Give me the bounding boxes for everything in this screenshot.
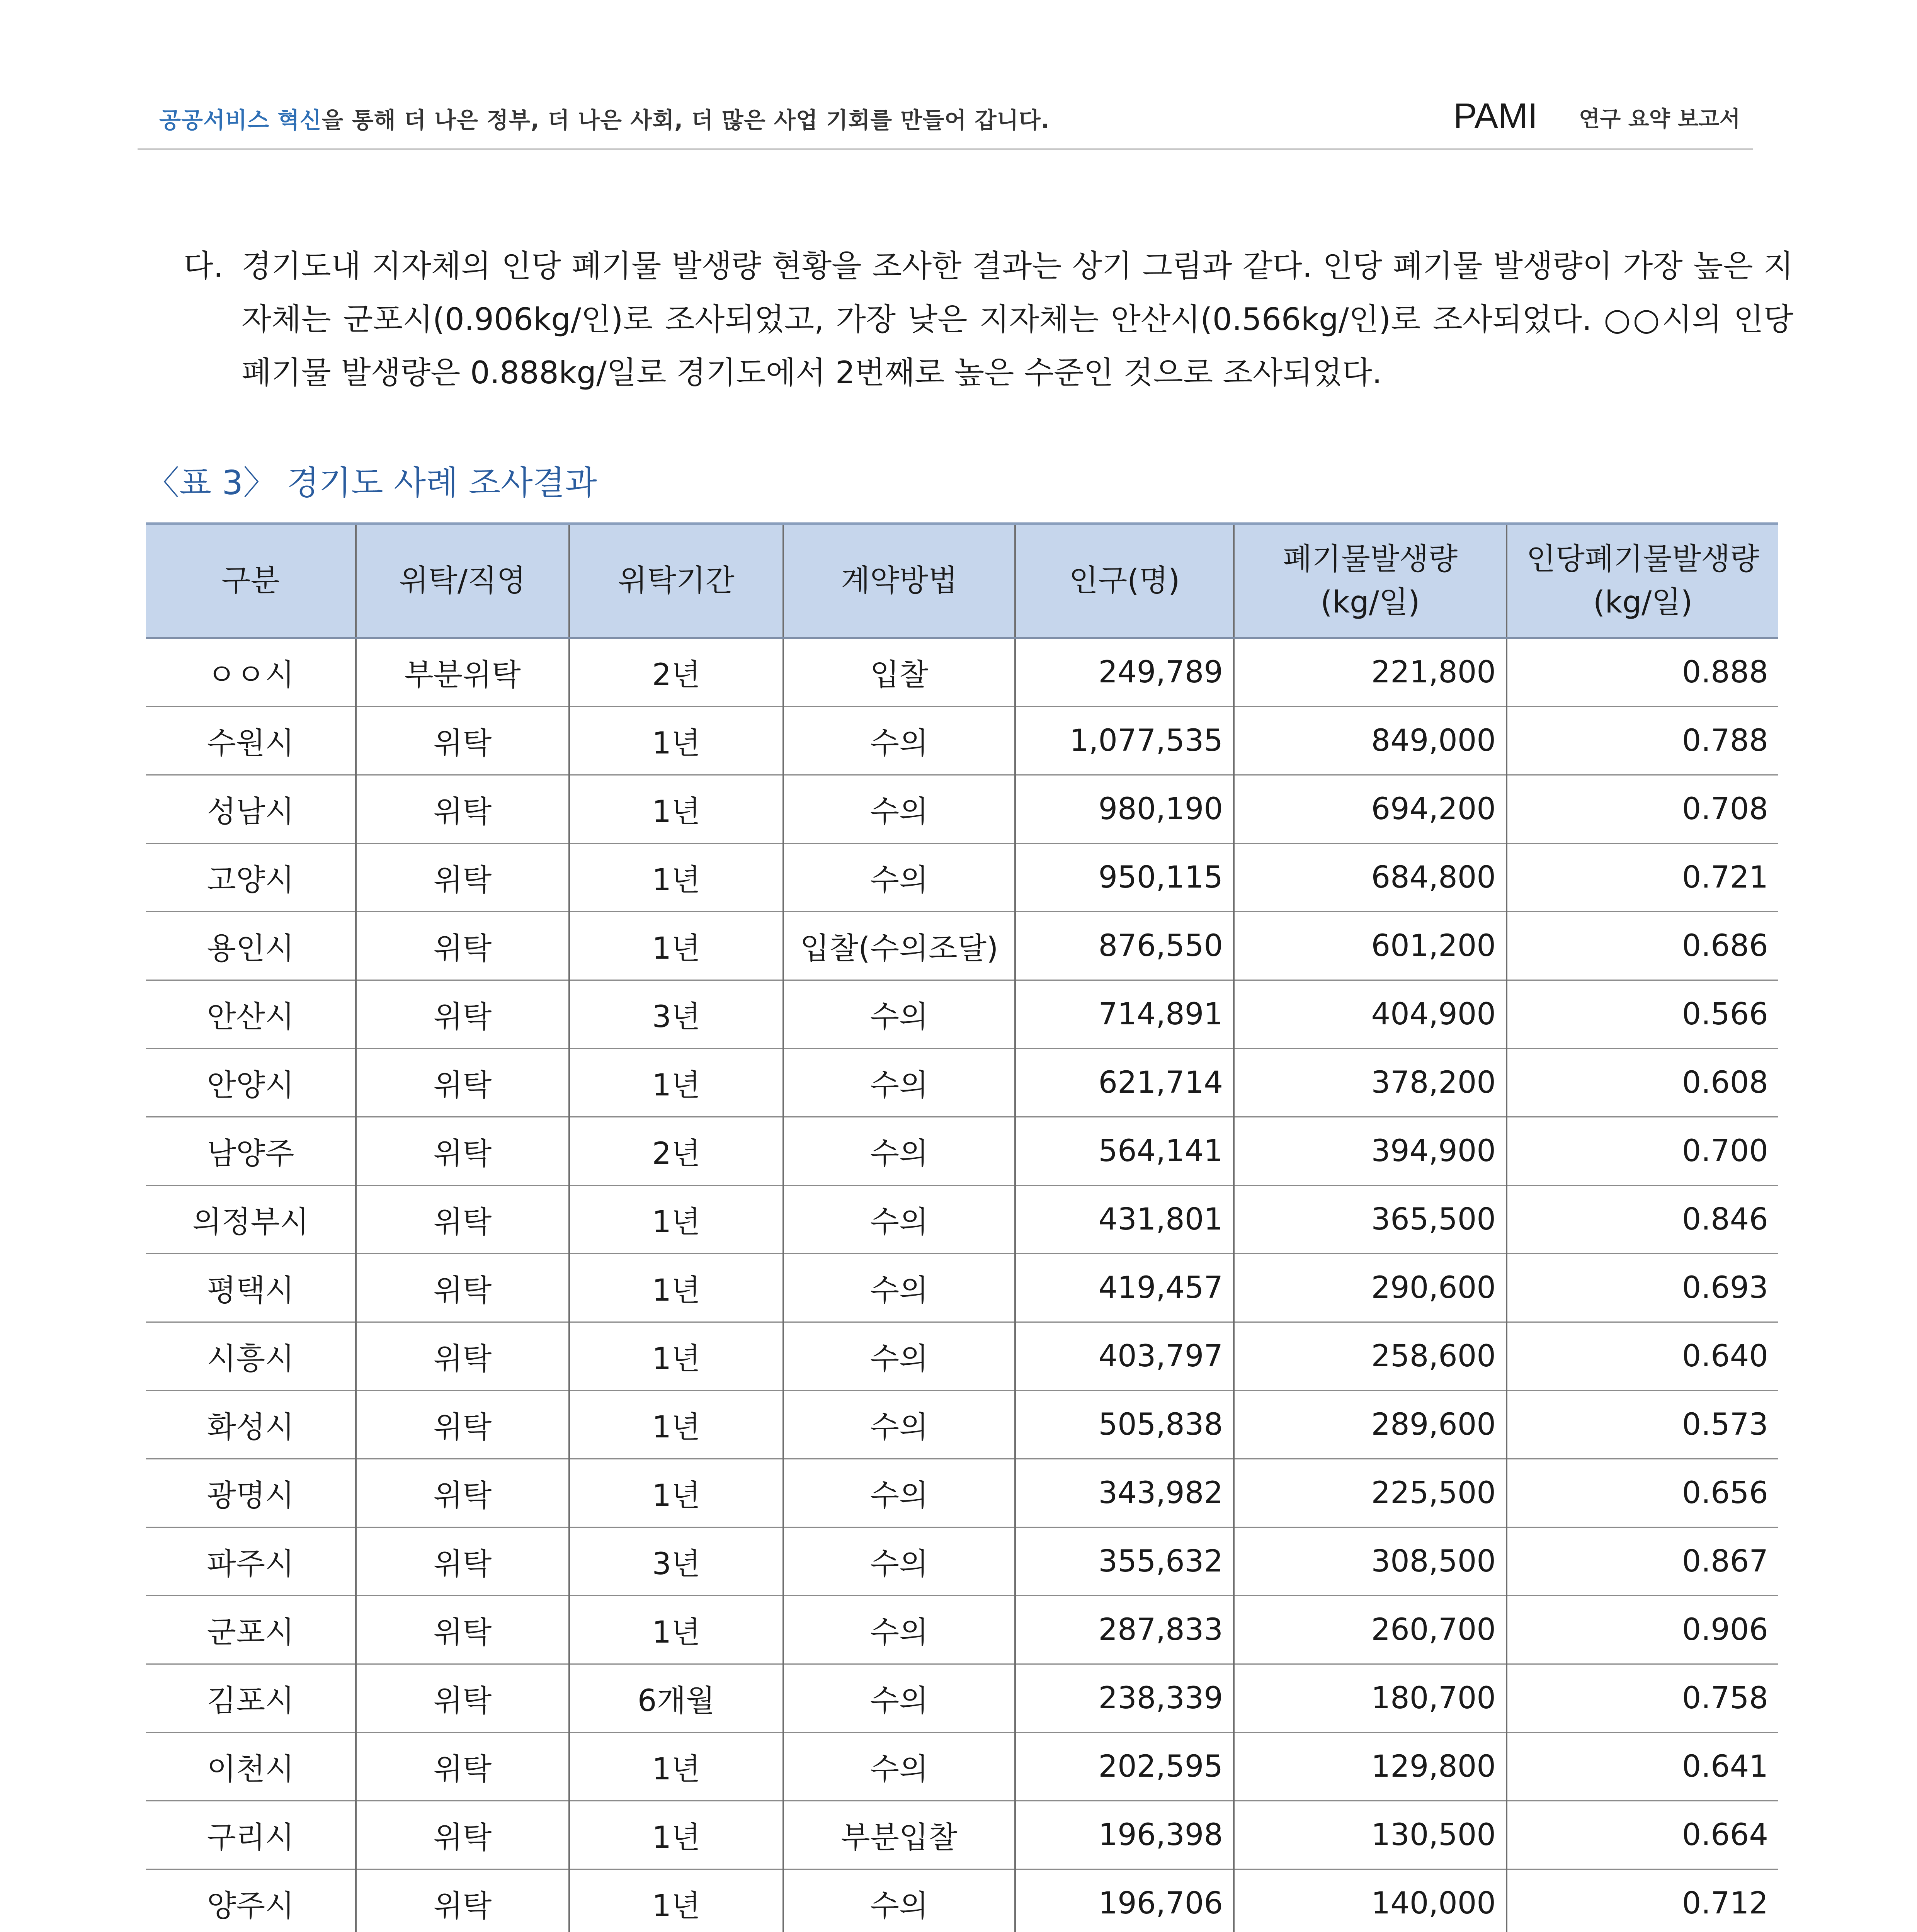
- table-cell: 378,200: [1234, 1049, 1507, 1117]
- table-cell: 수의: [783, 980, 1015, 1049]
- table-cell: 위탁: [356, 1391, 569, 1459]
- table-cell: 308,500: [1234, 1527, 1507, 1596]
- table-cell: 수의: [783, 844, 1015, 912]
- table-cell: 343,982: [1015, 1459, 1234, 1527]
- table-cell: 2년: [569, 638, 783, 707]
- table-row: [146, 1391, 1778, 1459]
- table-row: [146, 1801, 1778, 1869]
- table-cell: 3년: [569, 1527, 783, 1596]
- table-cell: 위탁: [356, 1322, 569, 1391]
- table-cell: 180,700: [1234, 1664, 1507, 1733]
- table-row: [146, 912, 1778, 980]
- table-cell: 419,457: [1015, 1254, 1234, 1322]
- table-cell: 성남시: [146, 775, 356, 844]
- table-cell: 1년: [569, 912, 783, 980]
- table-cell: 수의: [783, 1459, 1015, 1527]
- table-cell: 403,797: [1015, 1322, 1234, 1391]
- table-cell: 0.758: [1507, 1664, 1778, 1733]
- table-cell: 0.573: [1507, 1391, 1778, 1459]
- table-header-row: [146, 524, 1778, 638]
- table-cell: 0.641: [1507, 1733, 1778, 1801]
- table-row: [146, 1664, 1778, 1733]
- table-cell: 0.566: [1507, 980, 1778, 1049]
- table-cell: 355,632: [1015, 1527, 1234, 1596]
- table-cell: 621,714: [1015, 1049, 1234, 1117]
- table-cell: 위탁: [356, 1664, 569, 1733]
- table-cell: 0.686: [1507, 912, 1778, 980]
- paragraph-marker: 다.: [184, 248, 223, 284]
- table-cell: 0.712: [1507, 1869, 1778, 1932]
- table-row: [146, 1733, 1778, 1801]
- table-cell: 196,706: [1015, 1869, 1234, 1932]
- table-cell: 1년: [569, 1801, 783, 1869]
- table-cell: 258,600: [1234, 1322, 1507, 1391]
- column-header: 구분: [146, 524, 356, 638]
- table-cell: 564,141: [1015, 1117, 1234, 1185]
- table-cell: 0.708: [1507, 775, 1778, 844]
- table-cell: 위탁: [356, 1117, 569, 1185]
- table-cell: 1년: [569, 1596, 783, 1664]
- table-cell: 입찰(수의조달): [783, 912, 1015, 980]
- table-cell: 수의: [783, 1527, 1015, 1596]
- table-cell: 1년: [569, 1869, 783, 1932]
- table-cell: 431,801: [1015, 1185, 1234, 1254]
- table-cell: 287,833: [1015, 1596, 1234, 1664]
- table-cell: 0.640: [1507, 1322, 1778, 1391]
- table-cell: 505,838: [1015, 1391, 1234, 1459]
- table-cell: 394,900: [1234, 1117, 1507, 1185]
- header-doc-type: 연구 요약 보고서: [1579, 107, 1740, 132]
- tagline-rest: 을 통해 더 나은 정부, 더 나은 사회, 더 많은 사업 기회를 만들어 갑니다.: [321, 107, 1050, 133]
- table-cell: 3년: [569, 980, 783, 1049]
- table-cell: 안산시: [146, 980, 356, 1049]
- column-header: 인구(명): [1015, 524, 1234, 638]
- table-cell: 290,600: [1234, 1254, 1507, 1322]
- table-cell: 1년: [569, 1254, 783, 1322]
- table-body: [146, 638, 1778, 1932]
- table-cell: 260,700: [1234, 1596, 1507, 1664]
- table-row: [146, 1117, 1778, 1185]
- column-header: 계약방법: [783, 524, 1015, 638]
- table-cell: 130,500: [1234, 1801, 1507, 1869]
- table-cell: 1년: [569, 1459, 783, 1527]
- table-cell: 0.700: [1507, 1117, 1778, 1185]
- table-cell: 군포시: [146, 1596, 356, 1664]
- table-cell: 196,398: [1015, 1801, 1234, 1869]
- table-cell: 129,800: [1234, 1733, 1507, 1801]
- table-cell: 남양주: [146, 1117, 356, 1185]
- table-row: [146, 775, 1778, 844]
- table-cell: 694,200: [1234, 775, 1507, 844]
- table-cell: 김포시: [146, 1664, 356, 1733]
- table-cell: 수의: [783, 1322, 1015, 1391]
- header-brand: PAMI: [1453, 96, 1538, 136]
- table-cell: 684,800: [1234, 844, 1507, 912]
- table-row: [146, 980, 1778, 1049]
- table-cell: 0.788: [1507, 707, 1778, 775]
- table-cell: 위탁: [356, 1459, 569, 1527]
- table-cell: 140,000: [1234, 1869, 1507, 1932]
- table-cell: 수의: [783, 775, 1015, 844]
- table-row: [146, 1869, 1778, 1932]
- table-cell: 1년: [569, 844, 783, 912]
- table-cell: 876,550: [1015, 912, 1234, 980]
- column-header: 위탁기간: [569, 524, 783, 638]
- table-cell: 수의: [783, 1391, 1015, 1459]
- table-cell: 1년: [569, 775, 783, 844]
- table-cell: 위탁: [356, 1801, 569, 1869]
- table-cell: 980,190: [1015, 775, 1234, 844]
- table-cell: 수의: [783, 1664, 1015, 1733]
- paragraph-text: 경기도내 지자체의 인당 폐기물 발생량 현황을 조사한 결과는 상기 그림과 같다. 인당 폐기물 발생량이 가장 높은 지자체는 군포시(0.906kg/인)로 조사되었고, 가장 낮은 지자체는 안산시(0.566kg/인)로 조사되었다. ○○시의 인당 폐기물 발생량은 0.888kg/일로 경기도에서 2번째로 높은 수준인 것으로 조사되었다.: [242, 248, 1793, 391]
- table-cell: 238,339: [1015, 1664, 1234, 1733]
- table-cell: 이천시: [146, 1733, 356, 1801]
- table-cell: 1년: [569, 1185, 783, 1254]
- table-cell: 구리시: [146, 1801, 356, 1869]
- table-cell: 위탁: [356, 1733, 569, 1801]
- table-cell: 1년: [569, 707, 783, 775]
- table-cell: 0.608: [1507, 1049, 1778, 1117]
- table-cell: 6개월: [569, 1664, 783, 1733]
- table-cell: 849,000: [1234, 707, 1507, 775]
- table-row: [146, 844, 1778, 912]
- table-cell: 위탁: [356, 1596, 569, 1664]
- results-table: [146, 522, 1778, 1932]
- table-cell: 위탁: [356, 707, 569, 775]
- table-cell: 파주시: [146, 1527, 356, 1596]
- table-cell: 1년: [569, 1049, 783, 1117]
- table-row: [146, 638, 1778, 707]
- table-row: [146, 1459, 1778, 1527]
- table-cell: 부분위탁: [356, 638, 569, 707]
- table-cell: 화성시: [146, 1391, 356, 1459]
- table-cell: 위탁: [356, 844, 569, 912]
- column-header: 인당폐기물발생량 (kg/일): [1507, 524, 1778, 638]
- table-cell: 광명시: [146, 1459, 356, 1527]
- table-row: [146, 1254, 1778, 1322]
- table-cell: 221,800: [1234, 638, 1507, 707]
- table-cell: 수의: [783, 1596, 1015, 1664]
- table-caption: 〈표 3〉 경기도 사례 조사결과: [146, 464, 597, 502]
- header-tagline: [159, 102, 1050, 134]
- table-cell: 수의: [783, 1733, 1015, 1801]
- table-row: [146, 1049, 1778, 1117]
- table-row: [146, 707, 1778, 775]
- table-cell: 위탁: [356, 1869, 569, 1932]
- table-cell: 위탁: [356, 1254, 569, 1322]
- table-cell: 0.888: [1507, 638, 1778, 707]
- table-cell: 601,200: [1234, 912, 1507, 980]
- table-cell: 0.721: [1507, 844, 1778, 912]
- table-cell: 202,595: [1015, 1733, 1234, 1801]
- table-cell: 양주시: [146, 1869, 356, 1932]
- table-cell: 365,500: [1234, 1185, 1507, 1254]
- table-cell: 수의: [783, 1185, 1015, 1254]
- table-row: [146, 1596, 1778, 1664]
- column-header: 위탁/직영: [356, 524, 569, 638]
- page-header: [138, 88, 1753, 150]
- table-cell: 위탁: [356, 775, 569, 844]
- table-cell: 시흥시: [146, 1322, 356, 1391]
- table-row: [146, 1527, 1778, 1596]
- table-cell: 수의: [783, 1869, 1015, 1932]
- table-cell: 위탁: [356, 1185, 569, 1254]
- table-cell: 714,891: [1015, 980, 1234, 1049]
- column-header: 폐기물발생량 (kg/일): [1234, 524, 1507, 638]
- table-cell: 위탁: [356, 912, 569, 980]
- table-cell: 1년: [569, 1322, 783, 1391]
- table-cell: 249,789: [1015, 638, 1234, 707]
- body-paragraph: [184, 240, 1793, 400]
- table-cell: 입찰: [783, 638, 1015, 707]
- table-row: [146, 1185, 1778, 1254]
- table-cell: 위탁: [356, 1049, 569, 1117]
- table-cell: 1년: [569, 1391, 783, 1459]
- table-cell: 수원시: [146, 707, 356, 775]
- table-cell: 위탁: [356, 980, 569, 1049]
- table-cell: 고양시: [146, 844, 356, 912]
- table-cell: 안양시: [146, 1049, 356, 1117]
- table-cell: 950,115: [1015, 844, 1234, 912]
- table-cell: 부분입찰: [783, 1801, 1015, 1869]
- table-cell: 0.867: [1507, 1527, 1778, 1596]
- table-cell: 225,500: [1234, 1459, 1507, 1527]
- table-cell: 위탁: [356, 1527, 569, 1596]
- table-row: [146, 1322, 1778, 1391]
- table-cell: 0.693: [1507, 1254, 1778, 1322]
- table-cell: 수의: [783, 1254, 1015, 1322]
- table-cell: 1,077,535: [1015, 707, 1234, 775]
- table-cell: 수의: [783, 707, 1015, 775]
- table-cell: 289,600: [1234, 1391, 1507, 1459]
- table-cell: 의정부시: [146, 1185, 356, 1254]
- tagline-highlight: 공공서비스 혁신: [159, 107, 322, 133]
- table-cell: 0.664: [1507, 1801, 1778, 1869]
- table-cell: 0.906: [1507, 1596, 1778, 1664]
- table-cell: 용인시: [146, 912, 356, 980]
- table-cell: 404,900: [1234, 980, 1507, 1049]
- table-cell: 수의: [783, 1049, 1015, 1117]
- table-cell: 1년: [569, 1733, 783, 1801]
- header-divider: [138, 148, 1753, 150]
- table-cell: 2년: [569, 1117, 783, 1185]
- table-cell: ㅇㅇ시: [146, 638, 356, 707]
- table-cell: 0.846: [1507, 1185, 1778, 1254]
- table-cell: 평택시: [146, 1254, 356, 1322]
- table-cell: 수의: [783, 1117, 1015, 1185]
- table-cell: 0.656: [1507, 1459, 1778, 1527]
